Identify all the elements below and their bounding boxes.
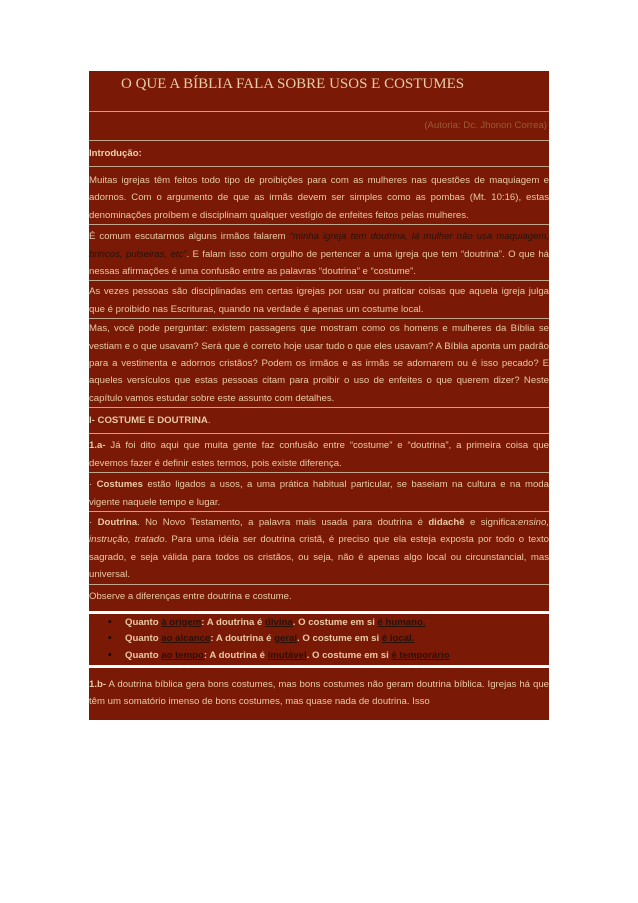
author-line: (Autoria: Dc. Jhonon Correa): [89, 112, 549, 141]
list-item-v1: geral: [274, 633, 298, 645]
paragraph-costumes-lead: ·: [89, 479, 97, 491]
list-item-v2: é local.: [381, 633, 415, 645]
section-heading-costume-doutrina: [89, 408, 549, 434]
paragraph-doutrina-b: e significa:: [464, 516, 519, 528]
paragraph-disciplina: As vezes pessoas são disciplinadas em certas igrejas por usar ou praticar coisas que aquela igreja julga que é proibido nas Escrituras, quando na verdade é apenas um costume local.: [89, 281, 549, 319]
list-item-lead: Quanto: [125, 616, 162, 628]
list-item-lead: Quanto: [125, 649, 162, 661]
list-item-key: à origem: [161, 616, 202, 628]
paragraph-comum: [89, 225, 549, 281]
paragraph-observe: Observe a diferenças entre doutrina e costume.: [89, 590, 292, 602]
list-item: [108, 631, 549, 648]
paragraph-1a-text: Já foi dito aqui que muita gente faz confusão entre “costume” e “doutrina”, a primeira coisa que devemos fazer é definir estes termos, pois existe diferença.: [89, 440, 549, 469]
paragraph-costumes-term: Costumes: [96, 479, 143, 491]
list-item: [108, 615, 549, 632]
paragraph-costumes: [89, 473, 549, 512]
list-item-v1: imutável: [267, 649, 307, 661]
list-item-v2: é temporário: [391, 649, 450, 661]
paragraph-1b-text: A doutrina bíblica gera bons costumes, mas bons costumes não geram doutrina bíblica. Igrejas há que têm um somatório imenso de bons costumes, mas quase nada de doutrina. Isso: [89, 679, 549, 708]
paragraph-1a-number: 1.a-: [89, 440, 106, 452]
list-item-key: ao alcance: [161, 633, 211, 645]
list-item-a: : A doutrina é: [201, 616, 266, 628]
list-item-key: ao tempo: [161, 649, 204, 661]
paragraph-doutrina-c: . Para uma idéia ser doutrina cristã, é preciso que ela esteja exposta por todo o texto sagrado, e seja válida para todos os cristãos, ou seja, não é apenas algo local ou circunstancial, mas universal.: [89, 534, 549, 581]
difference-list: [89, 611, 549, 669]
paragraph-perguntas: Mas, você pode perguntar: existem passagens que mostram como os homens e mulheres da Bíblia se vestiam e o que usavam? Será que é correto hoje usar tudo o que eles usavam? A Bíblia aponta um padrão para a vestimenta e adornos cristãos? Podem os irmãos e as irmãs se adornarem ou é isso pecado? E aqueles versículos que estas pessoas citam para proibir o uso de enfeites o que querem dizer? Neste capítulo vamos estudar sobre este assunto com detalhes.: [89, 319, 549, 408]
paragraph-comum-quote: “minha igreja tem doutrina, lá mulher não usa maquiagem, brincos, pulseiras, etc”: [89, 231, 549, 260]
paragraph-1b-number: 1.b-: [89, 679, 107, 691]
list-item-lead: Quanto: [125, 633, 162, 645]
paragraph-doutrina-didache: didachê: [428, 516, 465, 528]
paragraph-intro: Muitas igrejas têm feitos todo tipo de proibições para com as mulheres nas questões de maquiagem e adornos. Com o argumento de que as irmãs devem ser simples como as pombas (Mt. 10:16), estas denominações proíbem e disciplinam qualquer vestígio de enfeites feitos pelas mulheres.: [89, 167, 549, 225]
paragraph-doutrina-term: Doutrina: [97, 516, 138, 528]
page-title: O QUE A BÍBLIA FALA SOBRE USOS E COSTUMES: [89, 71, 549, 112]
list-item: [108, 648, 549, 665]
bullet-icon: •: [108, 616, 112, 628]
list-item-a: : A doutrina é: [203, 649, 268, 661]
paragraph-doutrina-a: . No Novo Testamento, a palavra mais usada para doutrina é: [137, 516, 429, 528]
paragraph-comum-a: É comum escutarmos alguns irmãos falarem: [89, 231, 290, 243]
paragraph-doutrina: [89, 512, 549, 585]
paragraph-1b: [89, 668, 549, 720]
bullet-icon: •: [108, 633, 112, 645]
section-heading-label: I- COSTUME E DOUTRINA: [89, 415, 208, 427]
paragraph-1a: [89, 434, 549, 473]
paragraph-costumes-text: estão ligados a usos, a uma prática habitual particular, se baseiam na cultura e na moda vigente naquele tempo e lugar.: [89, 479, 549, 508]
list-item-b: . O costume em si: [292, 616, 378, 628]
section-heading-punct: .: [207, 415, 211, 427]
intro-heading: Introdução:: [89, 141, 549, 167]
document-page: [89, 71, 549, 720]
paragraph-doutrina-meaning: ensino, instrução, tratado: [89, 516, 549, 546]
list-item-b: . O costume em si: [306, 649, 392, 661]
paragraph-doutrina-lead: ·: [89, 516, 98, 528]
paragraph-comum-b: . E falam isso com orgulho de pertencer a uma igreja que tem “doutrina”. O que há nessas afirmações é uma confusão entre as palavras “doutrina” e “costume”.: [89, 248, 549, 278]
list-item-a: : A doutrina é: [210, 633, 275, 645]
bullet-icon: •: [108, 649, 112, 661]
list-item-v1: divina: [265, 616, 293, 628]
list-item-v2: é humano.: [377, 616, 426, 628]
list-item-b: . O costume em si: [297, 633, 382, 645]
